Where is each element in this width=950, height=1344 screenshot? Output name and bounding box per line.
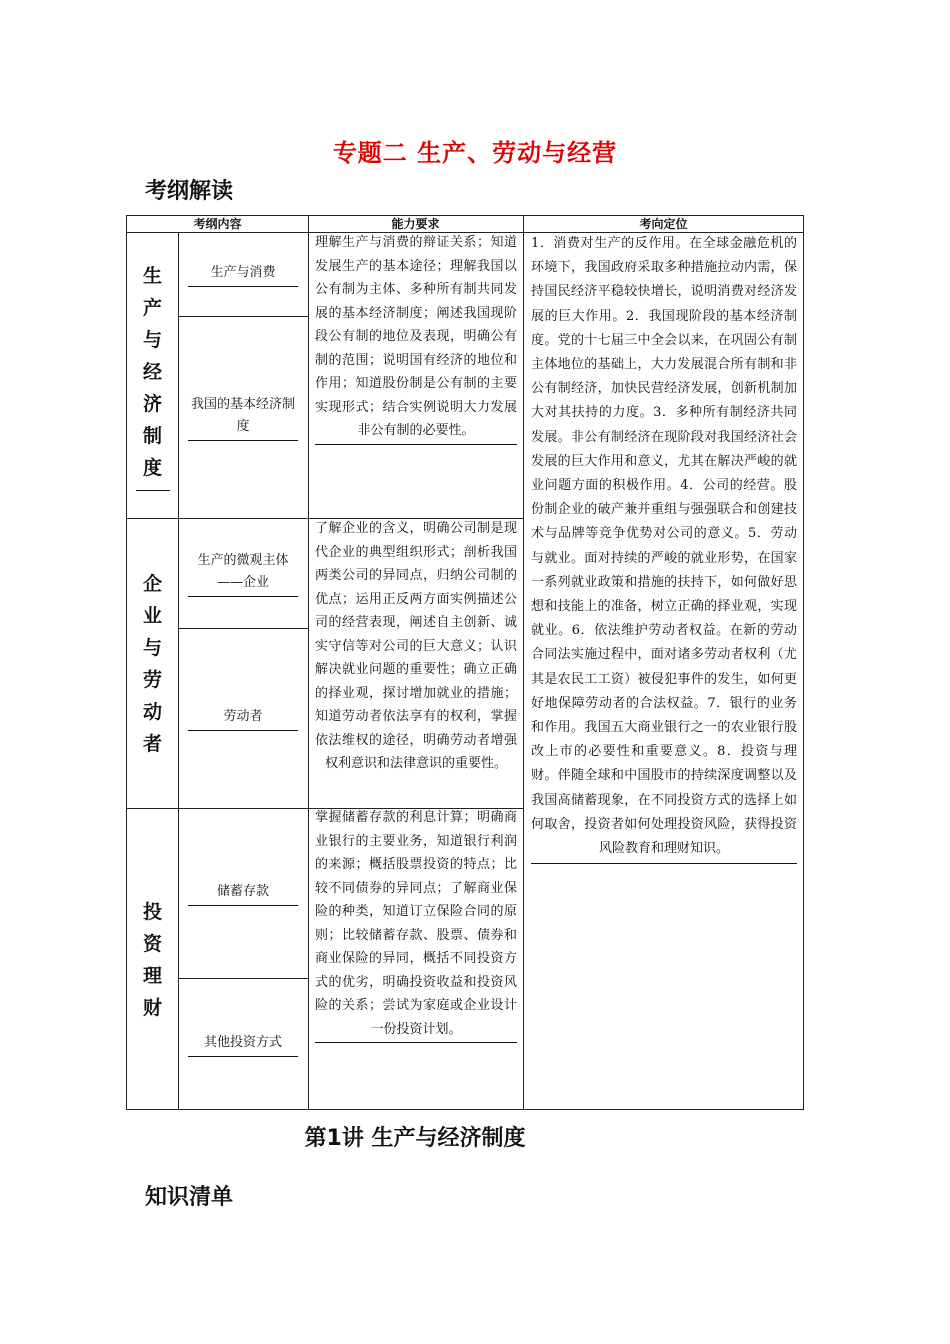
category-production-economic-system: 生 产 与 经 济 制 度 [127,233,178,518]
page-title: 专题二 生产、劳动与经营 [332,139,618,167]
ability-text: 理解生产与消费的辩证关系；知道发展生产的基本途径；理解我国以公有制为主体、多种所有制共同发展的基本经济制度；阐述我国现阶段公有制的地位及表现，明确公有制的范围；说明国有经济的地位和作用；知道股份制是公有制的主要实现形式；结合实例说明大力发展非公有制的必要性。 [315,231,517,445]
sub-item: 生产与消费 [178,233,308,316]
sub-item: 劳动者 [178,629,308,808]
ability-text: 掌握储蓄存款的利息计算；明确商业银行的主要业务，知道银行利润的来源；概括股票投资的特点；比较不同债券的异同点；了解商业保险的种类，知道订立保险合同的原则；比较储蓄存款、股票、债券和商业保险的异同，概括不同投资方式的优劣，明确投资收益和投资风险的关系；尝试为家庭或企业设计一份投资计划。 [315,806,517,1043]
sub-item: 其他投资方式 [178,979,308,1110]
category-investment: 投 资 理 财 [142,900,162,1019]
syllabus-table [126,215,804,1110]
lecture-title: 第1讲 生产与经济制度 [304,1126,526,1151]
sub-item: 储蓄存款 [178,809,308,978]
header-ability: 能力要求 [391,217,440,231]
section-heading-knowledge: 知识清单 [145,1185,234,1210]
sub-item: 生产的微观主体——企业 [178,519,308,628]
header-positioning: 考向定位 [639,217,688,231]
section-heading-syllabus: 考纲解读 [145,179,234,204]
sub-item: 我国的基本经济制度 [178,317,308,518]
category-enterprise-labor: 企 业 与 劳 动 者 [142,572,162,755]
header-syllabus-content: 考纲内容 [193,217,242,231]
positioning-text: 1．消费对生产的反作用。在全球金融危机的环境下，我国政府采取多种措施拉动内需，保持国民经济平稳较快增长，说明消费对经济发展的巨大作用。2．我国现阶段的基本经济制度。党的十七届三中全会以来，在巩固公有制主体地位的基础上，大力发展混合所有制和非公有制经济，加快民营经济发展，创新机制加大对其扶持的力度。3．多种所有制经济共同发展。非公有制经济在现阶段对我国经济社会发展的巨大作用和意义，尤其在解决严峻的就业问题方面的积极作用。4．公司的经营。股份制企业的破产兼并重组与强强联合和创建技术与品牌等竞争优势对公司的意义。5．劳动与就业。面对持续的严峻的就业形势，在国家一系列就业政策和措施的扶持下，如何做好思想和技能上的准备，树立正确的择业观，实现就业。6．依法维护劳动者权益。在新的劳动合同法实施过程中，面对诸多劳动者权利（尤其是农民工工资）被侵犯事件的发生，如何更好地保障劳动者的合法权益。7．银行的业务和作用。我国五大商业银行之一的农业银行股改上市的必要性和重要意义。8．投资与理财。伴随全球和中国股市的持续深度调整以及我国高储蓄现象，在不同投资方式的选择上如何取舍，投资者如何处理投资风险，获得投资风险教育和理财知识。 [531,232,797,864]
ability-text: 了解企业的含义，明确公司制是现代企业的典型组织形式；剖析我国两类公司的异同点，归纳公司制的优点；运用正反两方面实例描述公司的经营表现，阐述自主创新、诚实守信等对公司的巨大意义；认识解决就业问题的重要性；确立正确的择业观，探讨增加就业的措施；知道劳动者依法享有的权利，掌握依法维权的途径，明确劳动者增强权利意识和法律意识的重要性。 [315,521,517,771]
